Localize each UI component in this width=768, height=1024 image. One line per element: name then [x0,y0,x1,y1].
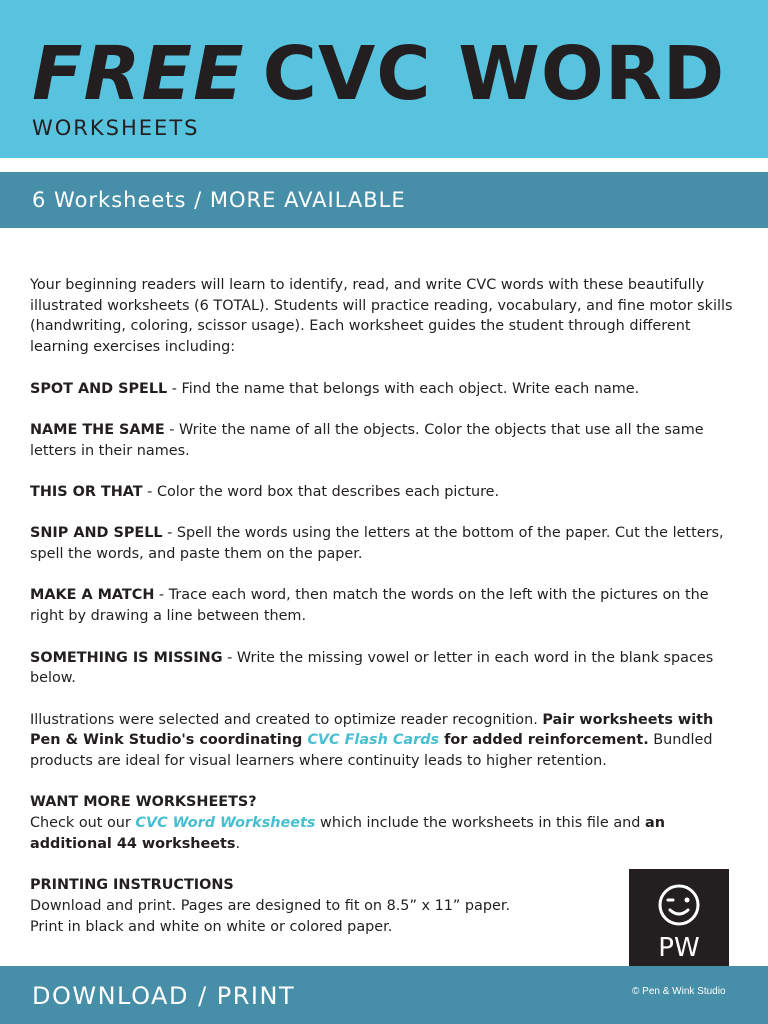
want-more-text: Check out our [30,815,136,832]
illustrations-bold: Pair worksheets with Pen & Wink Studio's coordinating [30,711,714,749]
copyright-notice: © Pen & Wink Studio [632,986,726,997]
want-more-heading: WANT MORE WORKSHEETS? [30,794,257,811]
title-free: FREE [32,31,245,117]
want-more-text-mid: which include the worksheets in this file and [315,815,645,832]
illustrations-text-end: Bundled products are ideal for visual learners where continuity leads to higher retention. [30,732,713,770]
section-description: - Find the name that belongs with each object. Write each name. [167,380,640,397]
section-heading: SNIP AND SPELL [30,525,163,542]
section-snip-and-spell [30,523,736,564]
illustrations-bold-end: for added reinforcement. [439,732,649,749]
section-heading: SPOT AND SPELL [30,380,168,397]
section-description: - Write the name of all the objects. Color the objects that use all the same letters in their names. [30,421,704,459]
footer-band [0,966,768,1024]
cvc-word-worksheets-link[interactable]: CVC Word Worksheets [135,815,316,832]
logo-text: PW [658,933,700,963]
additional-worksheets-count: an additional 44 worksheets [30,815,665,852]
illustrations-text: Illustrations were selected and created to optimize reader recognition. [30,711,543,728]
header-banner [0,0,768,158]
winking-face-icon [629,869,729,969]
printing-heading: PRINTING INSTRUCTIONS [30,877,234,894]
section-heading: MAKE A MATCH [30,587,155,604]
want-more-text-end: . [235,835,241,852]
section-heading: SOMETHING IS MISSING [30,649,223,666]
worksheet-count: 6 Worksheets / MORE AVAILABLE [32,188,406,212]
printing-line-1: Download and print. Pages are designed to fit on 8.5” x 11” paper. [30,897,511,914]
download-print-label[interactable]: DOWNLOAD / PRINT [32,982,296,1010]
cvc-flash-cards-link[interactable]: CVC Flash Cards [307,732,440,749]
logo-badge [629,869,729,969]
page-title [32,31,726,117]
section-heading: NAME THE SAME [30,421,165,438]
section-name-the-same [30,420,736,461]
intro-paragraph: Your beginning readers will learn to identify, read, and write CVC words with these beautifully illustrated worksheets (6 TOTAL). Students will practice reading, vocabulary, and fine motor skills (handwriting, coloring, scissor usage). Each worksheet guides the student through different learning exercises including: [30,277,733,356]
section-heading: THIS OR THAT [30,483,143,500]
description-body [30,275,736,958]
page-subtitle: WORKSHEETS [32,116,200,140]
section-something-is-missing [30,648,736,689]
info-band [0,172,768,228]
title-rest: CVC WORD [262,31,726,117]
section-description: - Write the missing vowel or letter in each word in the blank spaces below. [30,649,714,687]
section-description: - Color the word box that describes each picture. [142,483,500,500]
section-spot-and-spell [30,379,736,400]
section-this-or-that [30,482,736,503]
want-more-paragraph [30,792,736,854]
section-make-a-match [30,585,736,626]
section-description: - Trace each word, then match the words on the left with the pictures on the right by drawing a line between them. [30,587,709,625]
illustrations-paragraph [30,710,736,772]
printing-line-2: Print in black and white on white or colored paper. [30,918,393,935]
pen-and-wink-logo [624,864,734,974]
section-description: - Spell the words using the letters at the bottom of the paper. Cut the letters, spell the words, and paste them on the paper. [30,525,724,563]
